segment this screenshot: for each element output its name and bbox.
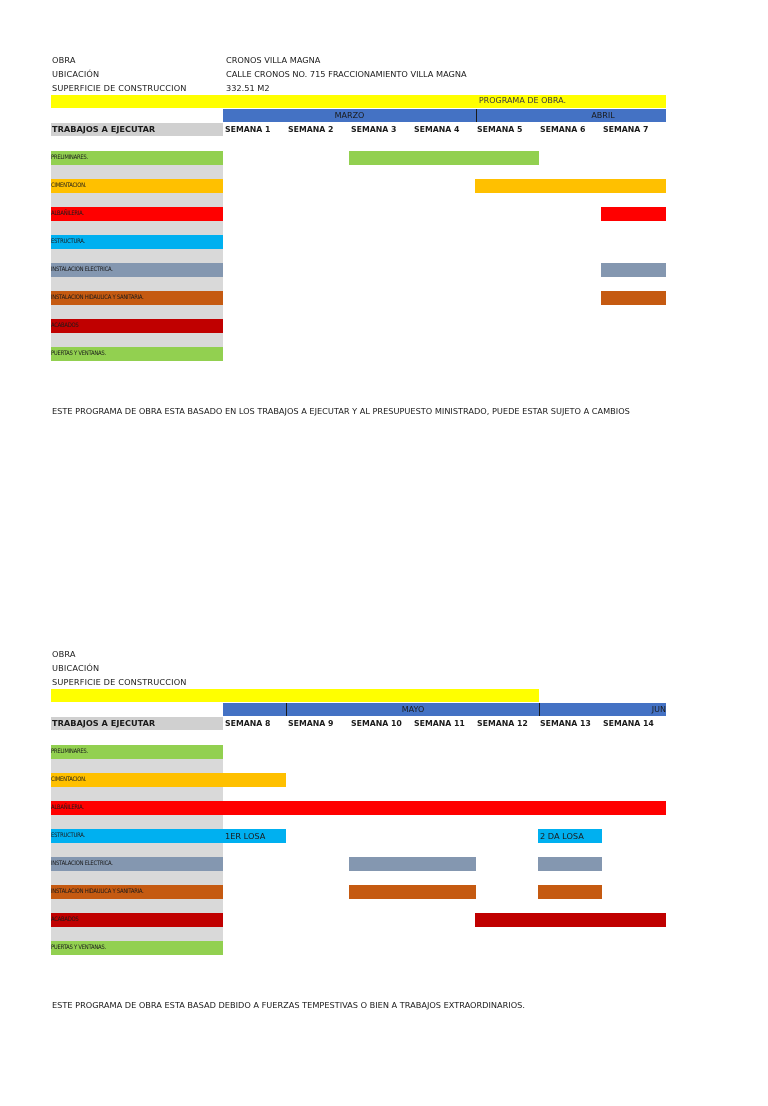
- task-acabados: ACABADOS: [51, 913, 223, 927]
- week-header: SEMANA 9: [288, 719, 334, 728]
- row-spacer: [51, 843, 223, 857]
- month-mayo: MAYO: [401, 705, 425, 714]
- superficie-label: SUPERFICIE DE CONSTRUCCION: [52, 677, 187, 687]
- gantt-bar-instalacion-hidraulica: [601, 291, 666, 305]
- gantt-bar-cimentacion: [475, 179, 666, 193]
- row-spacer: [51, 787, 223, 801]
- row-spacer: [51, 193, 223, 207]
- superficie-label: SUPERFICIE DE CONSTRUCCION: [52, 83, 187, 93]
- footnote: ESTE PROGRAMA DE OBRA ESTA BASADO EN LOS TRABAJOS A EJECUTAR Y AL PRESUPUESTO MINISTRADO, PUEDE ESTAR SUJETO A CAMBIOS: [52, 406, 630, 416]
- gantt-bar-preliminares: [349, 151, 539, 165]
- week-header: SEMANA 2: [288, 125, 334, 134]
- row-spacer: [51, 249, 223, 263]
- superficie-value: 332.51 M2: [226, 83, 270, 93]
- task-preliminares: PRELIMINARES.: [51, 151, 223, 165]
- task-instalacion-hidraulica: INSTALACION HIDAULICA Y SANITARIA.: [51, 291, 223, 305]
- week-header: SEMANA 8: [225, 719, 271, 728]
- row-spacer: [51, 165, 223, 179]
- task-puertas-ventanas: PUERTAS Y VENTANAS.: [51, 941, 223, 955]
- ubicacion-label: UBICACIÓN: [52, 69, 100, 79]
- task-albanileria: ALBAÑILERIA.: [51, 207, 223, 221]
- gantt-bar-instalacion-electrica: [349, 857, 476, 871]
- gantt-bar-instalacion-electrica: [601, 263, 666, 277]
- footnote: ESTE PROGRAMA DE OBRA ESTA BASAD DEBIDO A FUERZAS TEMPESTIVAS O BIEN A TRABAJOS EXTRAORDINARIOS.: [52, 1000, 525, 1010]
- ubicacion-label: UBICACIÓN: [52, 663, 100, 673]
- week-header: SEMANA 7: [603, 125, 649, 134]
- week-header: SEMANA 3: [351, 125, 397, 134]
- row-spacer: [51, 221, 223, 235]
- gantt-bar-instalacion-electrica: [538, 857, 602, 871]
- month-abril: ABRIL: [591, 111, 615, 120]
- week-header: SEMANA 1: [225, 125, 271, 134]
- gantt-bar-albanileria: [223, 801, 666, 815]
- gantt-bar-estructura-losa2: [538, 829, 602, 843]
- month-header: [223, 109, 666, 122]
- gantt-bar-cimentacion: [223, 773, 286, 787]
- trabajos-header: TRABAJOS A EJECUTAR: [51, 123, 223, 136]
- week-header: SEMANA 10: [351, 719, 402, 728]
- task-cimentacion: CIMENTACION.: [51, 773, 223, 787]
- gantt-bar-instalacion-hidraulica: [538, 885, 602, 899]
- month-header: [223, 703, 666, 716]
- programa-title-bar: [51, 689, 539, 702]
- task-estructura: ESTRUCTURA.: [51, 829, 223, 843]
- month-junio: JUN: [651, 705, 666, 714]
- week-header: SEMANA 11: [414, 719, 465, 728]
- task-instalacion-hidraulica: INSTALACION HIDAULICA Y SANITARIA.: [51, 885, 223, 899]
- programa-title-bar: [51, 95, 666, 108]
- row-spacer: [51, 927, 223, 941]
- row-spacer: [51, 759, 223, 773]
- week-header: SEMANA 5: [477, 125, 523, 134]
- task-instalacion-electrica: INSTALACION ELECTRICA.: [51, 857, 223, 871]
- task-estructura: ESTRUCTURA.: [51, 235, 223, 249]
- week-header: SEMANA 14: [603, 719, 654, 728]
- month-marzo: MARZO: [334, 111, 365, 120]
- gantt-bar-instalacion-hidraulica: [349, 885, 476, 899]
- trabajos-header: TRABAJOS A EJECUTAR: [51, 717, 223, 730]
- ubicacion-value: CALLE CRONOS NO. 715 FRACCIONAMIENTO VILLA MAGNA: [226, 69, 467, 79]
- obra-value: CRONOS VILLA MAGNA: [226, 55, 321, 65]
- task-puertas-ventanas: PUERTAS Y VENTANAS.: [51, 347, 223, 361]
- obra-label: OBRA: [52, 55, 76, 65]
- task-cimentacion: CIMENTACION.: [51, 179, 223, 193]
- row-spacer: [51, 305, 223, 319]
- losa2-label: 2 DA LOSA: [540, 831, 584, 841]
- week-header: SEMANA 6: [540, 125, 586, 134]
- gantt-bar-acabados: [475, 913, 666, 927]
- schedule-sheet-2: [0, 594, 768, 1106]
- gantt-bar-albanileria: [601, 207, 666, 221]
- task-acabados: ACABADOS: [51, 319, 223, 333]
- obra-label: OBRA: [52, 649, 76, 659]
- week-header: SEMANA 12: [477, 719, 528, 728]
- week-header: SEMANA 13: [540, 719, 591, 728]
- task-instalacion-electrica: INSTALACION ELECTRICA.: [51, 263, 223, 277]
- losa1-label: 1ER LOSA: [225, 831, 266, 841]
- programa-title: PROGRAMA DE OBRA.: [478, 96, 566, 105]
- task-preliminares: PRELIMINARES.: [51, 745, 223, 759]
- task-albanileria: ALBAÑILERIA.: [51, 801, 223, 815]
- row-spacer: [51, 277, 223, 291]
- gantt-bar-estructura-losa1: [223, 829, 286, 843]
- row-spacer: [51, 333, 223, 347]
- week-header: SEMANA 4: [414, 125, 460, 134]
- row-spacer: [51, 871, 223, 885]
- row-spacer: [51, 899, 223, 913]
- schedule-sheet-1: [0, 0, 768, 512]
- row-spacer: [51, 815, 223, 829]
